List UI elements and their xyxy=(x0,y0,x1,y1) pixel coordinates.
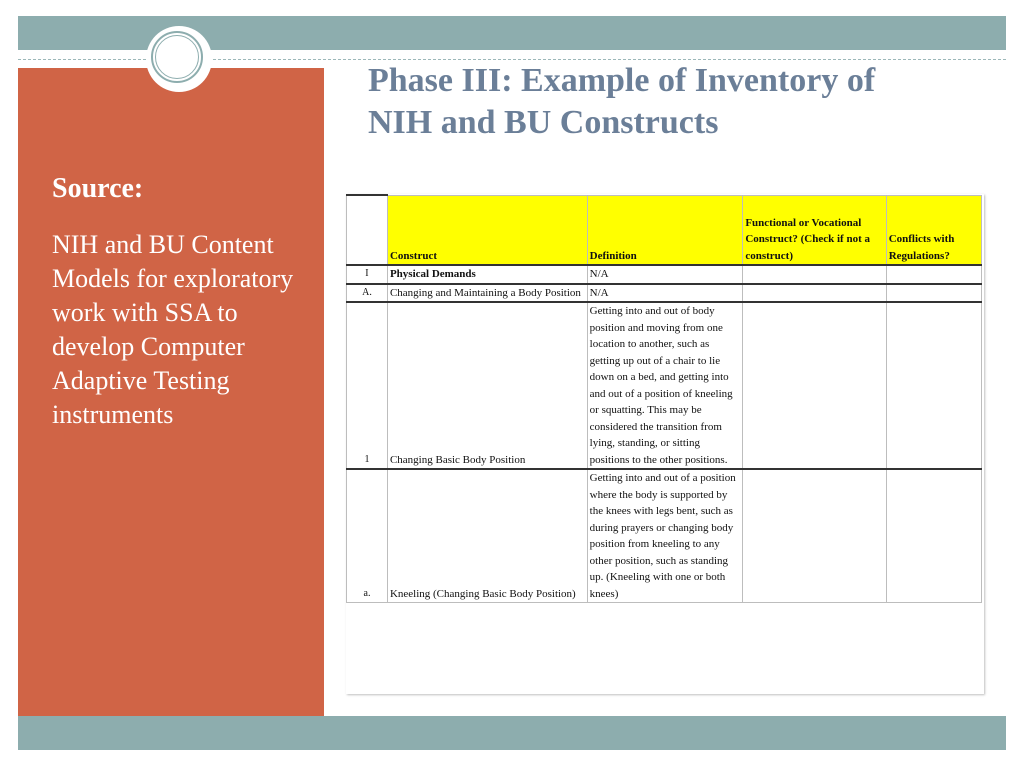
row-definition: Getting into and out of body position and moving from one location to another, such as getting up out of a chair to lie down on a bed, and getting into and out of a position of kneeling or squatting. This may be considered the transition from lying, standing, or sitting positions to the other positions. xyxy=(587,302,743,469)
circle-inner-icon xyxy=(155,35,199,79)
slide-title: Phase III: Example of Inventory of NIH and BU Constructs xyxy=(368,62,876,141)
row-functional xyxy=(743,302,886,469)
row-definition: Getting into and out of a position where the body is supported by the knees with legs bent, such as during prayers or changing body position from kneeling to any other position, such as standing up. (Kneeling with one or both knees) xyxy=(587,469,743,603)
row-construct: Changing and Maintaining a Body Position xyxy=(387,284,587,303)
constructs-table-image xyxy=(346,194,984,694)
row-construct: Changing Basic Body Position xyxy=(387,302,587,469)
row-functional xyxy=(743,265,886,284)
row-conflicts xyxy=(886,302,981,469)
bottom-band xyxy=(18,716,1006,750)
table-row xyxy=(347,469,982,603)
row-functional xyxy=(743,469,886,603)
header-definition: Definition xyxy=(587,195,743,265)
row-num: a. xyxy=(347,469,388,603)
row-num: A. xyxy=(347,284,388,303)
table-row xyxy=(347,302,982,469)
row-definition: N/A xyxy=(587,284,743,303)
table-row xyxy=(347,265,982,284)
source-heading: Source: xyxy=(52,173,144,204)
row-functional xyxy=(743,284,886,303)
row-conflicts xyxy=(886,265,981,284)
table-header-row xyxy=(347,195,982,265)
row-conflicts xyxy=(886,469,981,603)
row-num: 1 xyxy=(347,302,388,469)
row-definition: N/A xyxy=(587,265,743,284)
constructs-table xyxy=(346,194,982,603)
row-num: I xyxy=(347,265,388,284)
row-conflicts xyxy=(886,284,981,303)
source-body: NIH and BU Content Models for exploratory work with SSA to develop Computer Adaptive Testing instruments xyxy=(52,230,294,429)
header-conflicts: Conflicts with Regulations? xyxy=(886,195,981,265)
header-num xyxy=(347,195,388,265)
header-functional: Functional or Vocational Construct? (Check if not a construct) xyxy=(743,195,886,265)
row-construct: Physical Demands xyxy=(387,265,587,284)
row-construct: Kneeling (Changing Basic Body Position) xyxy=(387,469,587,603)
header-construct: Construct xyxy=(387,195,587,265)
table-row xyxy=(347,284,982,303)
